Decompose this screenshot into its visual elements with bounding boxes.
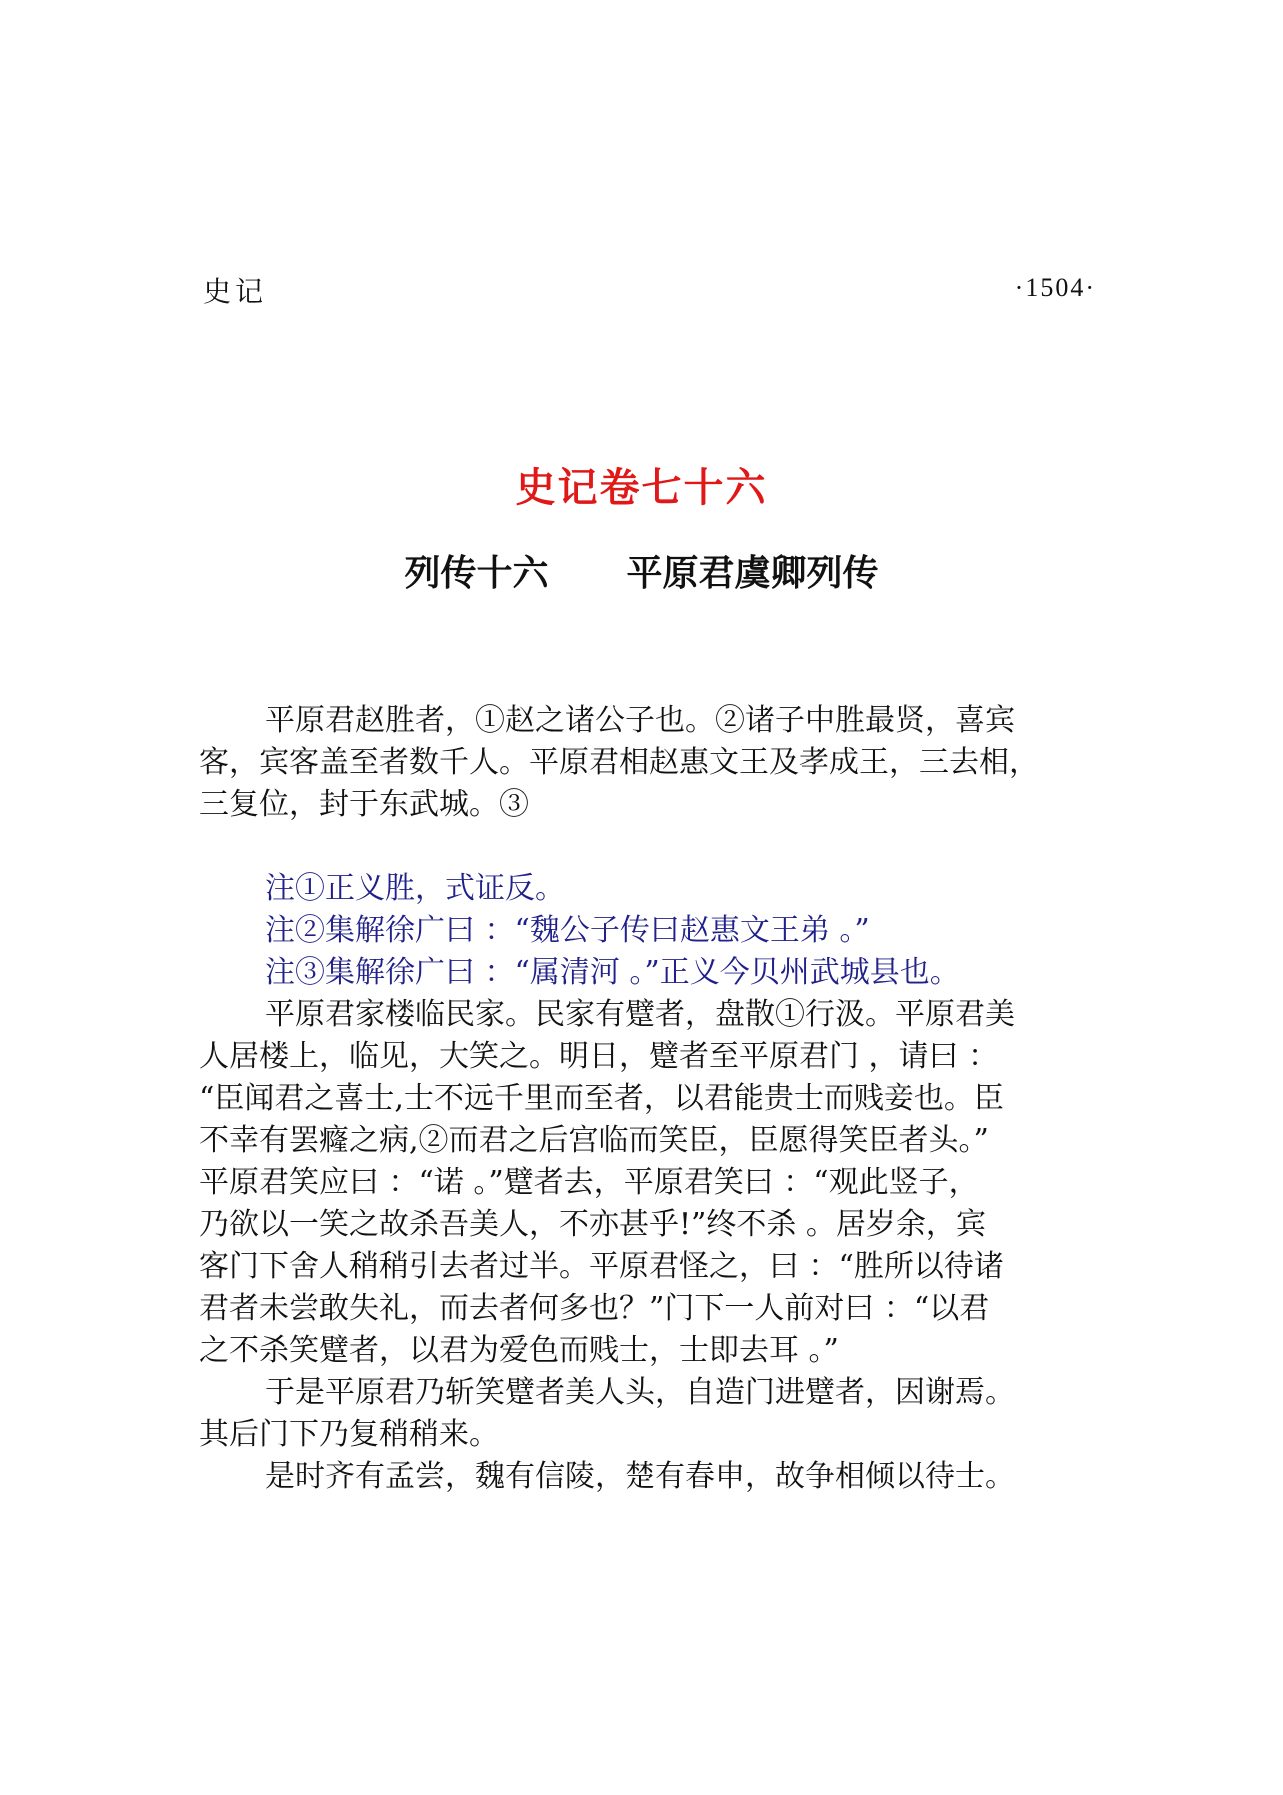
paragraph-1-line: 平原君赵胜者，①赵之诸公子也。②诸子中胜最贤，喜宾 <box>265 703 1015 738</box>
body-text <box>199 700 1119 1498</box>
paragraph-2-line: 平原君笑应曰 ：“诺 。”躄者去，平原君笑曰 ：“观此竖子， <box>199 1165 979 1200</box>
paragraph-2-line: 君者未尝敢失礼，而去者何多也？”门下一人前对曰 ：“以君 <box>199 1291 990 1326</box>
paragraph-4-line: 是时齐有孟尝，魏有信陵，楚有春申，故争相倾以待士。 <box>265 1459 1015 1494</box>
page-number: ·1504· <box>1014 273 1096 302</box>
annotation-line: 注③集解徐广曰 ：“属清河 。”正义今贝州武城县也。 <box>265 955 960 990</box>
running-head-book-name: 史记 <box>203 275 268 308</box>
chapter-name: 平原君虞卿列传 <box>626 553 879 594</box>
paragraph-2-line: 之不杀笑躄者，以君为爱色而贱士，士即去耳 。” <box>199 1333 839 1368</box>
paragraph-1-line: 三复位，封于东武城。③ <box>199 787 529 822</box>
paragraph-2-line: 不幸有罢癃之病,②而君之后宫临而笑臣，臣愿得笑臣者头。” <box>199 1123 989 1158</box>
annotation-line: 注②集解徐广曰 ：“魏公子传曰赵惠文王弟 。” <box>265 913 870 948</box>
paragraph-1-line: 客，宾客盖至者数千人。平原君相赵惠文王及孝成王，三去相， <box>199 745 1039 780</box>
paragraph-spacer <box>199 826 1119 868</box>
chapter-title <box>0 545 1283 596</box>
paragraph-2-line: 平原君家楼临民家。民家有躄者，盘散①行汲。平原君美 <box>265 997 1015 1032</box>
paragraph-3-line: 于是平原君乃斩笑躄者美人头，自造门进躄者，因谢焉。 <box>265 1375 1015 1410</box>
volume-title: 史记卷七十六 <box>515 465 768 511</box>
chapter-number: 列传十六 <box>404 553 549 594</box>
paragraph-3-line: 其后门下乃复稍稍来。 <box>199 1417 499 1452</box>
paragraph-2-line: 人居楼上，临见，大笑之。明日，躄者至平原君门 ，请曰 ： <box>199 1039 999 1074</box>
paragraph-2-line: “臣闻君之喜士,士不远千里而至者，以君能贵士而贱妾也。臣 <box>199 1081 1004 1116</box>
annotation-line: 注①正义胜，式证反。 <box>265 871 565 906</box>
paragraph-2-line: 客门下舍人稍稍引去者过半。平原君怪之，曰 ：“胜所以待诸 <box>199 1249 1004 1284</box>
paragraph-2-line: 乃欲以一笑之故杀吾美人，不亦甚乎!”终不杀 。居岁余，宾 <box>199 1207 986 1242</box>
